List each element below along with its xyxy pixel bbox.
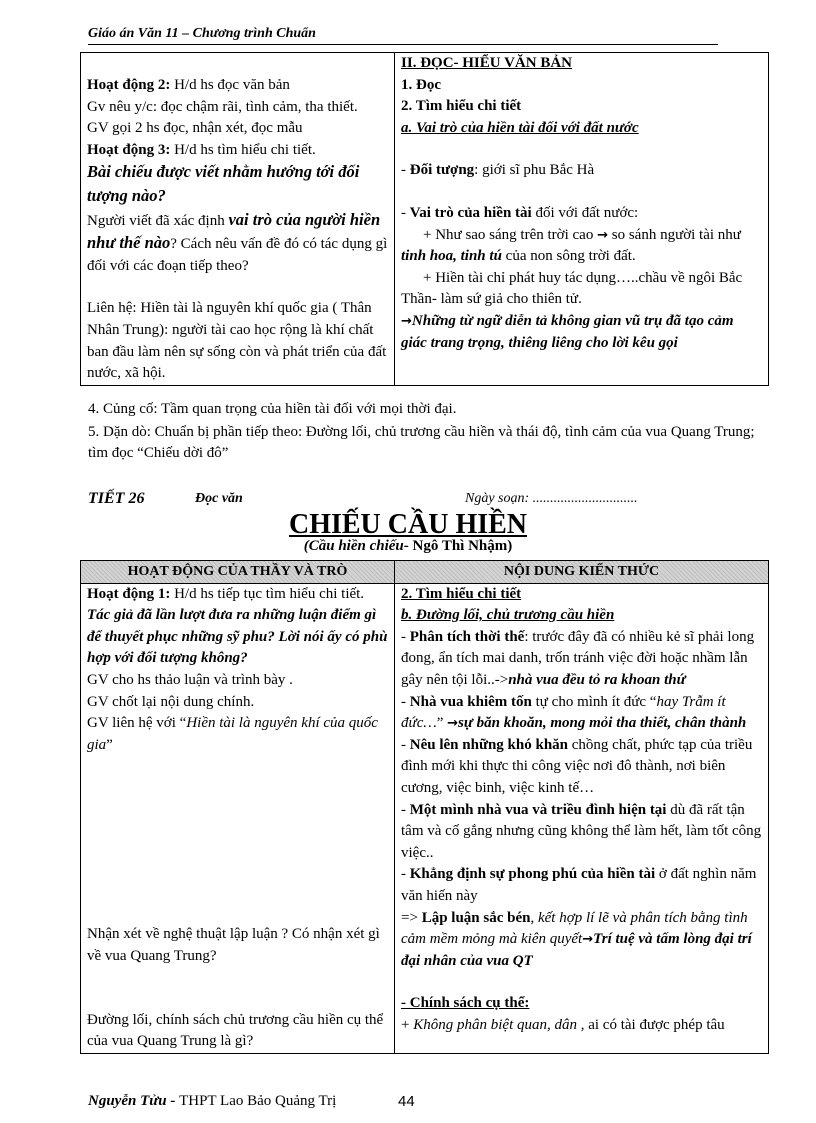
paragraph [87, 1010, 388, 1053]
paragraph [401, 160, 762, 182]
text-run: chồng chất, phức tạp của triều đình mới khi thực thi công việc nơi đô thành, nơi biên cương, việc binh, việc kinh tế… [401, 736, 753, 796]
spacer [87, 840, 388, 861]
table-header-row [81, 561, 769, 584]
paragraph [401, 268, 762, 311]
lesson-type: Đọc văn [195, 491, 243, 506]
consolidation-line: 4. Củng cố: Tầm quan trọng của hiền tài đối với mọi thời đại. [88, 401, 457, 417]
text-run: => [401, 909, 422, 926]
spacer [87, 989, 388, 1010]
paragraph [401, 735, 762, 800]
text-run: tự cho mình ít đức “ [531, 693, 657, 710]
text-run: Tác giả đã lần lượt đưa ra những luận điểm gì để thuyết phục những sỹ phu? Lời nói ấy có phù hợp với đối tượng không? [87, 607, 388, 667]
text-run: II. ĐỌC- HIỂU VĂN BẢN [401, 55, 573, 71]
text-run: - [401, 866, 410, 883]
spacer [87, 277, 388, 298]
paragraph [401, 993, 762, 1015]
paragraph [401, 225, 762, 268]
lesson-title: CHIẾU CẦU HIỀN [288, 509, 528, 540]
paragraph [87, 584, 388, 606]
paragraph [401, 908, 762, 973]
text-run: Hiền tài là nguyên khí của quốc gia [87, 715, 378, 753]
text-run: kết hợp lí lẽ và phân tích bằng tình cảm mềm mỏng mà kiên quyết [401, 909, 748, 948]
text-run: → [447, 716, 459, 732]
paragraph [401, 118, 762, 140]
paragraph [401, 75, 762, 97]
text-run: → [401, 313, 412, 329]
text-run: - [401, 736, 410, 753]
text-run: b. Đường lối, chủ trương cầu hiền [401, 607, 615, 624]
paragraph [401, 692, 762, 735]
text-run: tinh hoa, tinh tú [401, 248, 502, 265]
text-run: Nhà vua khiêm tốn [409, 693, 532, 710]
text-run: Hoạt động 3: [87, 141, 171, 158]
spacer [87, 798, 388, 819]
paragraph [401, 864, 762, 907]
text-run: Bài chiếu được viết nhằm hướng tới đối tượng nào? [87, 162, 360, 205]
text-run: Gv nêu y/c: đọc chậm rãi, tình cảm, tha thiết. [87, 98, 358, 115]
text-run: 1. Đọc [401, 76, 442, 93]
text-run: Lập luận sắc bén [421, 909, 531, 926]
text-run: Hoạt động 2: [87, 77, 171, 93]
text-run: Vai trò của hiền tài [409, 204, 532, 221]
text-run: - [401, 204, 410, 221]
paragraph [401, 1015, 762, 1037]
text-run: , ai có tài được phép tâu [576, 1016, 725, 1033]
text-run: Người viết đã xác định [87, 212, 229, 229]
text-run: Nêu lên những khó khăn [409, 736, 569, 753]
text-run: GV cho hs thảo luận và trình bày . [87, 671, 293, 688]
page-footer [88, 1093, 415, 1110]
text-run: : trước đây đã có nhiều kẻ sĩ phải long đong, ẩn tích mai danh, trốn tránh việc đời hoặc nhầm lẫn gây nên tội lỗi..-> [401, 628, 755, 688]
paragraph [87, 670, 388, 692]
text-run: so sánh người tài như [607, 226, 741, 243]
text-run: - [401, 628, 410, 645]
text-run: H/d hs đọc văn bản [170, 77, 290, 93]
text-run: - [401, 162, 410, 179]
paragraph [401, 605, 762, 627]
text-run: Đường lối, chính sách chủ trương cầu hiền cụ thể của vua Quang Trung là gì? [87, 1011, 384, 1050]
paragraph [401, 203, 762, 225]
paragraph [87, 140, 388, 162]
text-run: Nhận xét về nghệ thuật lập luận ? Có nhận xét gì về vua Quang Trung? [87, 926, 380, 964]
t1-right-content [401, 53, 762, 354]
activities-column [81, 53, 395, 386]
text-run: GV liên hệ với “ [87, 715, 187, 732]
paragraph [87, 161, 388, 208]
text-run: GV chốt lại nội dung chính. [87, 693, 255, 710]
paragraph [87, 924, 388, 967]
text-run: của non sông trời đất. [501, 248, 636, 265]
paragraph [401, 800, 762, 865]
text-run: : giới sĩ phu Bắc Hà [474, 162, 595, 179]
text-run: - [401, 693, 410, 710]
text-run: Đối tượng [409, 162, 475, 179]
spacer [401, 972, 762, 993]
text-run: hay Trẫm ít đức… [401, 693, 726, 732]
subtitle-original-name: (Cầu hiền chiếu [303, 538, 404, 554]
text-run: - Chính sách cụ thể: [401, 995, 530, 1012]
page-number: 44 [398, 1093, 415, 1110]
text-run: Khẳng định sự phong phú của hiền tài [409, 866, 656, 883]
text-run: H/d hs tiếp tục tìm hiểu chi tiết. [170, 585, 365, 602]
paragraph [87, 713, 388, 756]
t1-left-content [87, 75, 388, 385]
text-run: Hoạt động 1: [87, 585, 171, 602]
lesson-subtitle [0, 538, 816, 555]
paragraph [87, 118, 388, 140]
paragraph [401, 627, 762, 692]
text-run: vai trò của người hiền như thế nào [87, 209, 381, 253]
text-run: + [401, 1016, 414, 1033]
text-run: GV gọi 2 hs đọc, nhận xét, đọc mẫu [87, 120, 303, 137]
lesson-table-1 [80, 52, 769, 386]
text-run: ở đất nghìn năm văn hiến này [401, 866, 757, 904]
text-run: Một mình nhà vua và triều đình hiện tại [409, 801, 667, 818]
spacer [87, 968, 388, 989]
text-run: , [530, 909, 538, 926]
knowledge-column [395, 53, 769, 386]
text-run: - [401, 801, 410, 818]
text-run: 2. Tìm hiểu chi tiết [401, 585, 522, 602]
t2-left-content [87, 584, 388, 1053]
spacer [87, 861, 388, 882]
spacer [401, 182, 762, 203]
text-run: Không phân biệt quan, dân [413, 1016, 577, 1033]
lesson-table-2 [80, 560, 769, 1054]
homework-line: 5. Dặn dò: Chuẩn bị phần tiếp theo: Đường lối, chủ trương cầu hiền và thái độ, tình cảm của vua Quang Trung; tìm đọc “Chiếu dời đô” [88, 424, 755, 461]
text-run: dù đã rất tận tâm và cố gắng nhưng cũng không thể làm hết, làm tốt công việc.. [401, 801, 762, 861]
spacer [87, 903, 388, 924]
header-knowledge: NỘI DUNG KIẾN THỨC [395, 561, 769, 584]
lesson-number: TIẾT 26 [88, 490, 145, 507]
spacer [401, 139, 762, 160]
text-run: đối với đất nước: [531, 204, 639, 221]
page-header: Giáo án Văn 11 – Chương trình Chuẩn [88, 26, 718, 45]
preparation-date: Ngày soạn: .............................. [465, 491, 638, 506]
text-run: ? Cách nêu vấn đề đó có tác dụng gì đối với các đoạn tiếp theo? [87, 236, 388, 274]
paragraph [401, 584, 762, 606]
text-run: → [582, 932, 594, 948]
text-run: sự băn khoăn, mong mỏi tha thiết, chân thành [458, 715, 747, 732]
paragraph [401, 96, 762, 118]
header-activities: HOẠT ĐỘNG CỦA THẦY VÀ TRÒ [81, 561, 395, 584]
paragraph [401, 311, 762, 354]
paragraph [87, 298, 388, 384]
text-run: ” [106, 736, 113, 753]
footer-author: Nguyễn Tửu - [88, 1093, 180, 1109]
spacer [87, 756, 388, 777]
paragraph [87, 209, 388, 278]
text-run: + Hiền tài chỉ phát huy tác dụng…..chầu về ngôi Bắc Thần- làm sứ giả cho thiên tử. [401, 269, 743, 308]
paragraph [87, 75, 388, 97]
text-run: Trí tuệ và tấm lòng đại trí đại nhân của vua QT [401, 931, 752, 969]
text-run: ” [436, 715, 448, 732]
text-run: H/d hs tìm hiểu chi tiết. [170, 141, 316, 158]
text-run: Phân tích thời thế [409, 628, 525, 645]
text-run: Liên hệ: Hiền tài là nguyên khí quốc gia ( Thân Nhân Trung): người tài cao học rộng là khí chất ban đầu làm nên sự sống còn và phát triển của đất nước, xã hội. [87, 300, 387, 382]
spacer [87, 882, 388, 903]
text-run: a. Vai trò của hiền tài đối với đất nước [401, 119, 639, 136]
footer-school: THPT Lao Bảo Quảng Trị [179, 1093, 337, 1109]
paragraph [87, 692, 388, 714]
text-run: Những từ ngữ diễn tả không gian vũ trụ đã tạo cảm giác trang trọng, thiêng liêng cho lời kêu gọi [401, 312, 734, 351]
paragraph [87, 605, 388, 670]
text-run: nhà vua đều tỏ ra khoan thứ [508, 671, 686, 688]
text-run: → [597, 227, 608, 243]
activities-column-2 [81, 583, 395, 1053]
spacer [87, 777, 388, 798]
knowledge-column-2 [395, 583, 769, 1053]
spacer [87, 819, 388, 840]
text-run: 2. Tìm hiểu chi tiết [401, 98, 522, 115]
paragraph [401, 53, 762, 75]
subtitle-author: - Ngô Thì Nhậm) [403, 538, 513, 554]
paragraph [87, 97, 388, 119]
t2-right-content [401, 584, 762, 1037]
text-run: + Như sao sáng trên trời cao [423, 226, 598, 243]
